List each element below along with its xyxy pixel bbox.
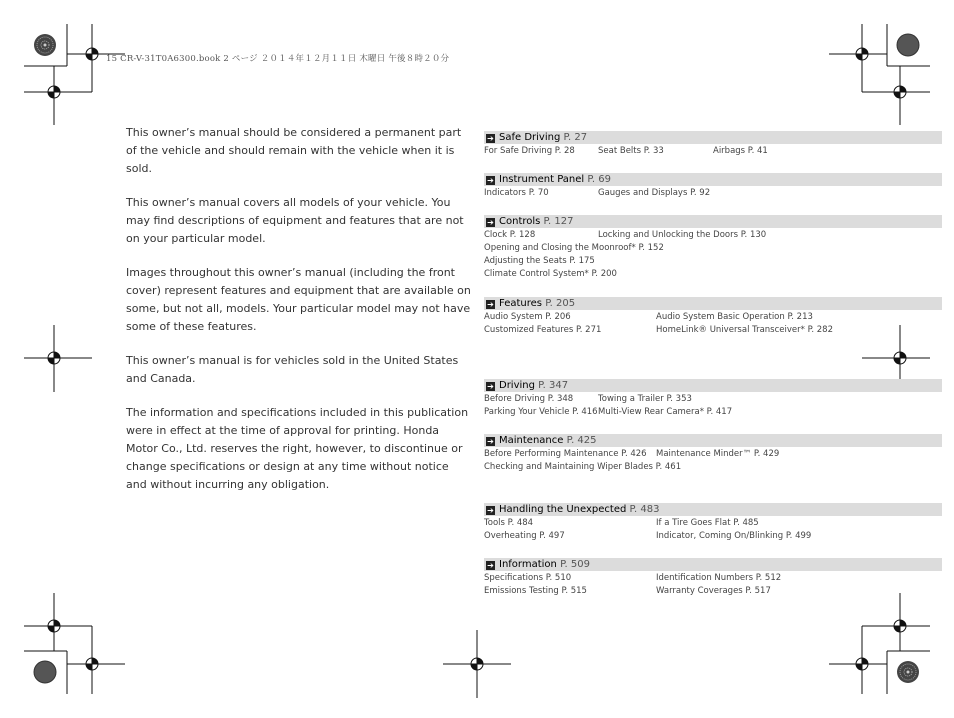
- toc-section-header[interactable]: [484, 558, 942, 571]
- registration-star-top-left: [34, 34, 56, 56]
- toc-link[interactable]: Gauges and Displays P. 92: [598, 188, 711, 198]
- toc-link[interactable]: Tools P. 484: [484, 518, 534, 528]
- arrow-right-icon: ➔: [487, 176, 494, 185]
- toc-section-page: P. 509: [560, 559, 590, 570]
- toc-section-features: [484, 297, 942, 337]
- toc-row: [484, 461, 942, 474]
- toc-link[interactable]: Maintenance Minder™ P. 429: [656, 449, 780, 459]
- toc-link[interactable]: Locking and Unlocking the Doors P. 130: [598, 230, 767, 240]
- toc-link[interactable]: Opening and Closing the Moonroof* P. 152: [484, 243, 664, 253]
- toc-link[interactable]: Identification Numbers P. 512: [656, 573, 782, 583]
- toc-link[interactable]: Warranty Coverages P. 517: [656, 586, 771, 596]
- toc-section-header[interactable]: [484, 297, 942, 310]
- arrow-right-icon: ➔: [487, 300, 494, 309]
- arrow-right-icon: ➔: [487, 561, 494, 570]
- intro-paragraph: Images throughout this owner’s manual (including the front cover) represent features and equipment that are available on some, but not all, models. Your particular model may not have some of these features.: [126, 266, 471, 333]
- toc-section-instrument-panel: [484, 173, 942, 200]
- registration-circle-top-right: [897, 34, 919, 56]
- toc-section-page: P. 127: [543, 216, 574, 227]
- toc-section-page: P. 347: [538, 380, 569, 391]
- toc-link[interactable]: Before Performing Maintenance P. 426: [484, 449, 647, 459]
- toc-link[interactable]: If a Tire Goes Flat P. 485: [656, 518, 759, 528]
- toc-section-header[interactable]: [484, 173, 942, 186]
- toc-section-safe-driving: [484, 131, 942, 158]
- toc-section-header[interactable]: [484, 215, 942, 228]
- arrow-right-icon: ➔: [487, 134, 494, 143]
- intro-paragraph: The information and specifications included in this publication were in effect at the time of approval for printing. Honda Motor Co., Ltd. reserves the right, however, to discontinue or change specifications or design at any time without notice and without incurring any obligation.: [126, 406, 469, 491]
- intro-paragraph: This owner’s manual is for vehicles sold in the United States and Canada.: [126, 354, 459, 385]
- toc-section-header[interactable]: [484, 434, 942, 447]
- toc-row: [484, 585, 942, 598]
- toc-row: [484, 187, 942, 200]
- toc-section-title: Driving: [499, 380, 535, 391]
- intro-paragraph: This owner’s manual covers all models of your vehicle. You may find descriptions of equipment and features that are not on your particular model.: [126, 196, 464, 245]
- toc-section-title: Information: [499, 559, 557, 570]
- toc-section-driving: [484, 379, 942, 419]
- toc-section-header[interactable]: [484, 379, 942, 392]
- toc-row: [484, 255, 942, 268]
- toc-link[interactable]: Towing a Trailer P. 353: [598, 394, 692, 404]
- toc-link[interactable]: Adjusting the Seats P. 175: [484, 256, 595, 266]
- toc-row: [484, 242, 942, 255]
- toc-link[interactable]: Airbags P. 41: [713, 146, 768, 156]
- toc-link[interactable]: For Safe Driving P. 28: [484, 146, 575, 156]
- toc-row: [484, 517, 942, 530]
- toc-link[interactable]: Specifications P. 510: [484, 573, 572, 583]
- toc-row: [484, 324, 942, 337]
- arrow-right-icon: ➔: [487, 218, 494, 227]
- toc-section-handling-the-unexpected: [484, 503, 942, 543]
- toc-link[interactable]: Emissions Testing P. 515: [484, 586, 587, 596]
- toc-link[interactable]: HomeLink® Universal Transceiver* P. 282: [656, 325, 833, 335]
- toc-section-page: P. 27: [563, 132, 588, 143]
- toc-section-controls: [484, 215, 942, 281]
- toc-row: [484, 229, 942, 242]
- toc-section-page: P. 69: [587, 174, 611, 185]
- toc-row: [484, 311, 942, 324]
- registration-circle-bottom-left: [34, 661, 56, 683]
- toc-link[interactable]: Climate Control System* P. 200: [484, 269, 617, 279]
- toc-link[interactable]: Clock P. 128: [484, 230, 536, 240]
- toc-section-maintenance: [484, 434, 942, 474]
- toc-section-page: P. 425: [566, 435, 597, 446]
- toc-row: [484, 406, 942, 419]
- toc-row: [484, 448, 942, 461]
- toc-link[interactable]: Overheating P. 497: [484, 531, 565, 541]
- toc-section-page: P. 483: [629, 504, 660, 515]
- toc-section-title: Maintenance: [499, 435, 564, 446]
- toc-section-page: P. 205: [545, 298, 576, 309]
- toc-section-title: Instrument Panel: [499, 174, 585, 185]
- toc-link[interactable]: Seat Belts P. 33: [598, 146, 664, 156]
- toc-link[interactable]: Audio System Basic Operation P. 213: [656, 312, 813, 322]
- toc-link[interactable]: Before Driving P. 348: [484, 394, 574, 404]
- toc-section-header[interactable]: [484, 131, 942, 144]
- toc-link[interactable]: Customized Features P. 271: [484, 325, 602, 335]
- toc-link[interactable]: Multi-View Rear Camera* P. 417: [598, 407, 733, 417]
- toc-link[interactable]: Audio System P. 206: [484, 312, 571, 322]
- toc-section-information: [484, 558, 942, 598]
- toc-link[interactable]: Indicators P. 70: [484, 188, 549, 198]
- arrow-right-icon: ➔: [487, 437, 494, 446]
- toc-link[interactable]: Parking Your Vehicle P. 416: [484, 407, 598, 417]
- toc-section-title: Features: [499, 298, 542, 309]
- toc-link[interactable]: Indicator, Coming On/Blinking P. 499: [656, 531, 812, 541]
- toc-section-title: Safe Driving: [499, 132, 561, 143]
- toc-row: [484, 268, 942, 281]
- toc-row: [484, 145, 942, 158]
- toc-section-header[interactable]: [484, 503, 942, 516]
- arrow-right-icon: ➔: [487, 382, 494, 391]
- intro-paragraph: This owner’s manual should be considered a permanent part of the vehicle and should remain with the vehicle when it is sold.: [126, 126, 462, 175]
- toc-row: [484, 393, 942, 406]
- registration-star-bottom-right: [897, 661, 919, 683]
- toc-link[interactable]: Checking and Maintaining Wiper Blades P. 461: [484, 462, 682, 472]
- toc-row: [484, 530, 942, 543]
- toc-section-title: Handling the Unexpected: [499, 504, 627, 515]
- intro-text: [126, 124, 472, 510]
- toc-section-title: Controls: [499, 216, 541, 227]
- print-file-header: 15 CR-V-31T0A6300.book 2 ページ ２０１４年１２月１１日 木曜日 午後８時２０分: [106, 54, 450, 64]
- arrow-right-icon: ➔: [487, 506, 494, 515]
- toc-row: [484, 572, 942, 585]
